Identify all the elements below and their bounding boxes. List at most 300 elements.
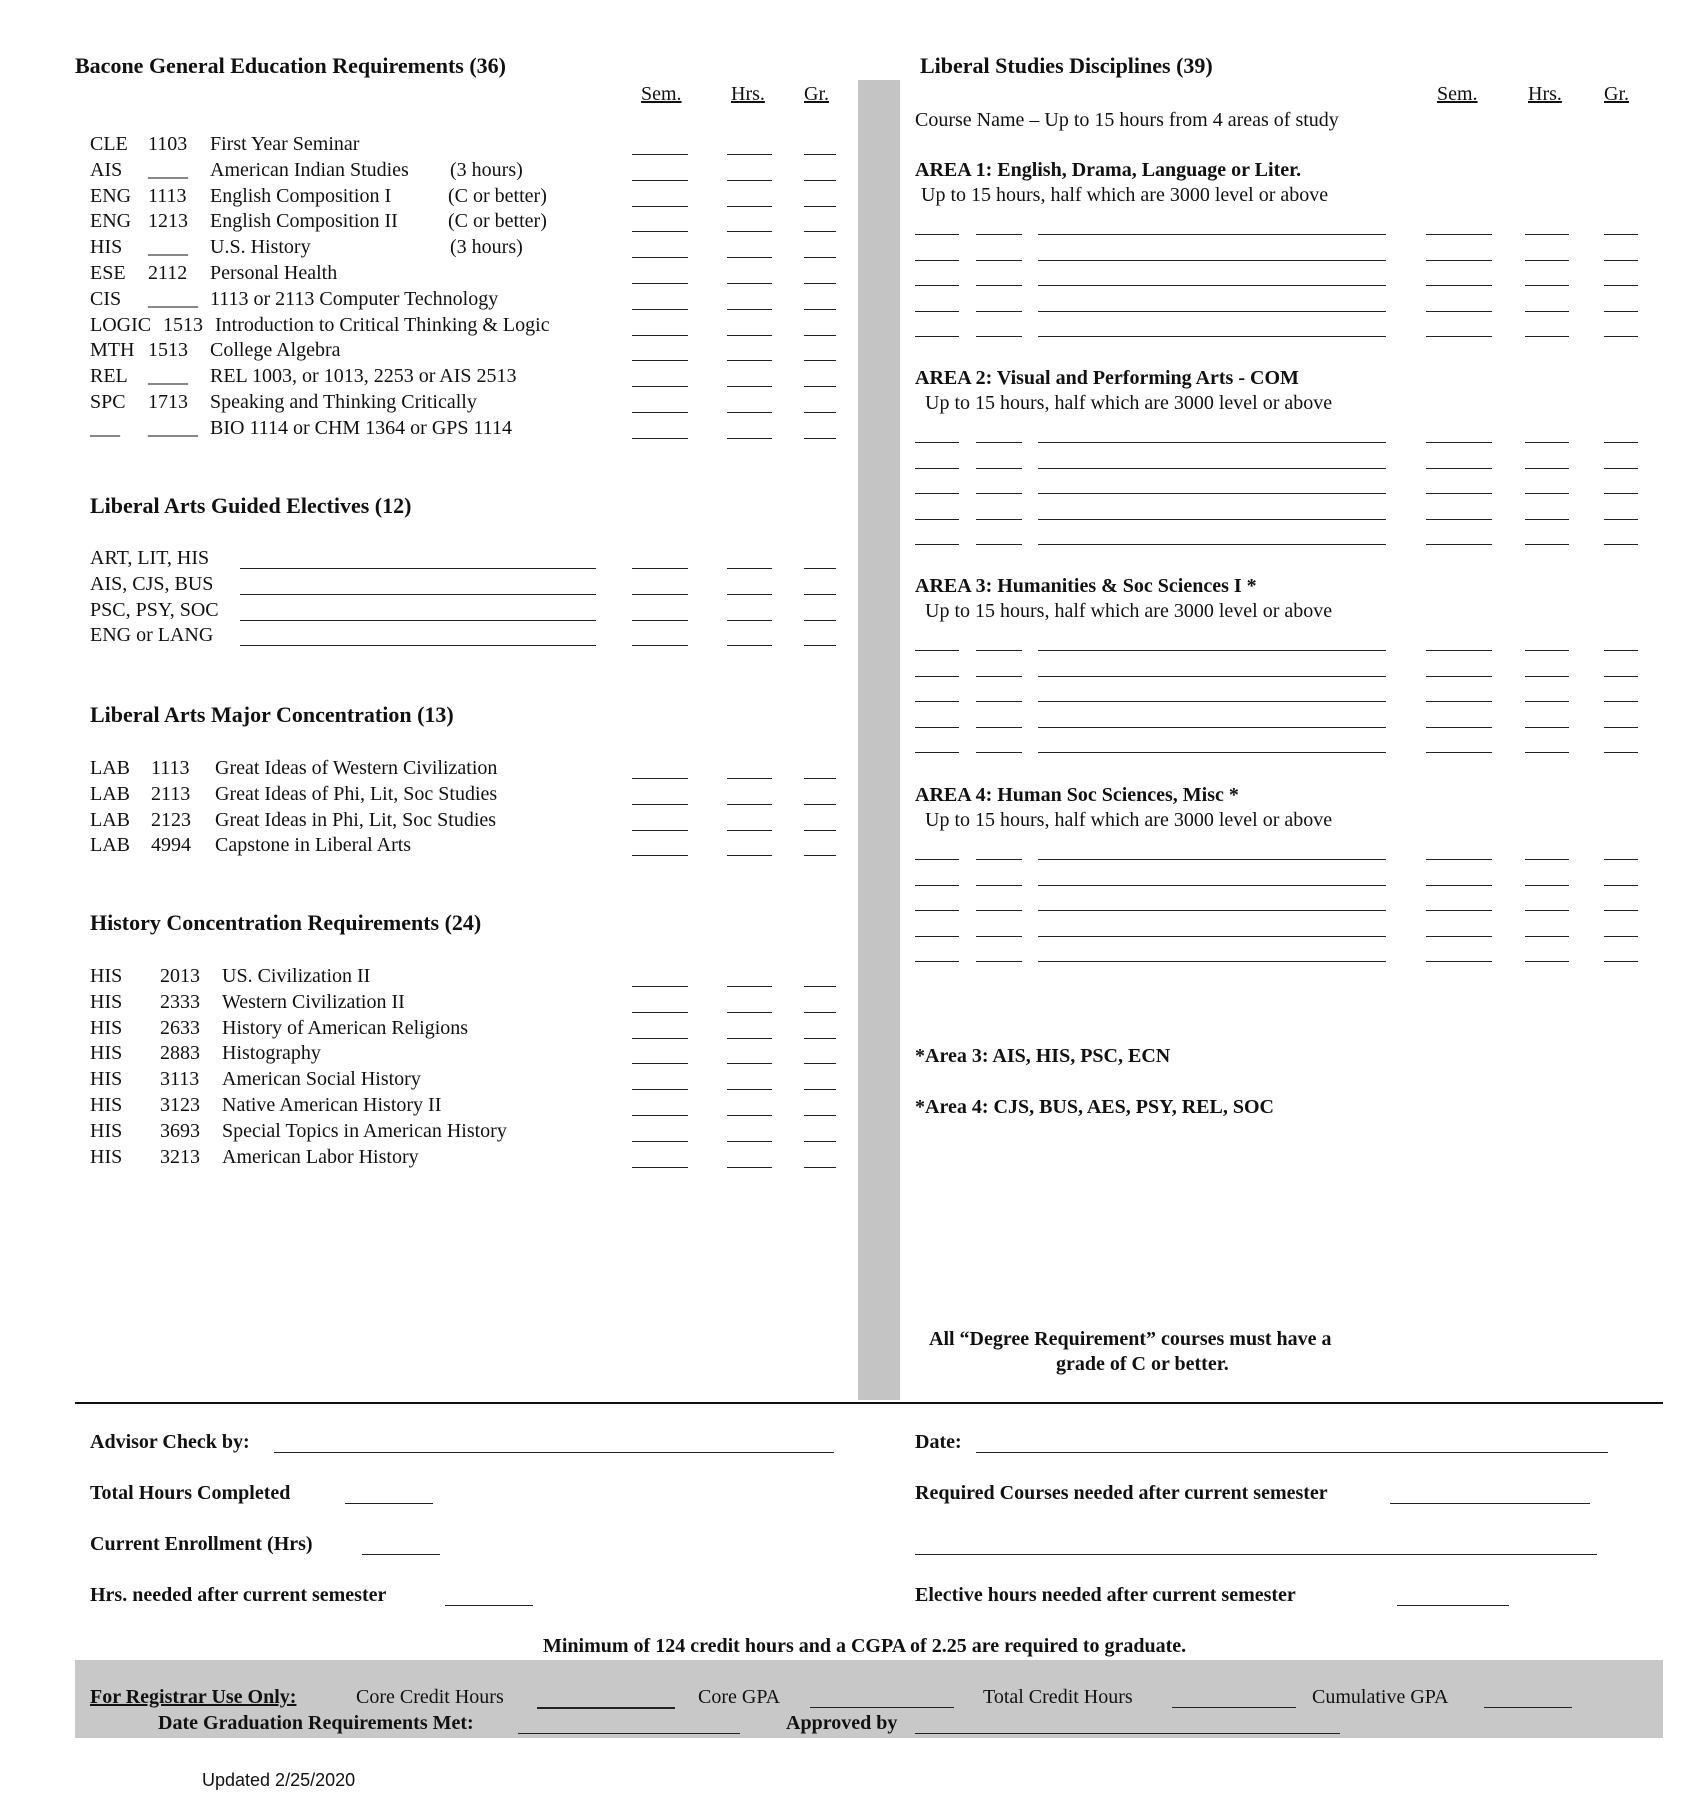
grade-field[interactable] [1604, 468, 1638, 469]
area-num-field[interactable] [976, 752, 1022, 753]
sem-field[interactable] [1426, 650, 1492, 651]
area-4-subtitle: Up to 15 hours, half which are 3000 level or above [925, 809, 1333, 831]
grade-field[interactable] [804, 855, 836, 856]
hrs-field[interactable] [1525, 676, 1569, 677]
left-col-gr: Gr. [804, 83, 829, 105]
hrs-needed-field[interactable] [445, 1605, 533, 1606]
hrs-field[interactable] [1525, 752, 1569, 753]
grade-field[interactable] [1604, 493, 1638, 494]
area-prefix-field[interactable] [915, 260, 959, 261]
grade-field[interactable] [804, 309, 836, 310]
elective-hours-label: Elective hours needed after current semester [915, 1584, 1296, 1606]
degree-note-line-1: All “Degree Requirement” courses must have a [929, 1328, 1332, 1350]
area-prefix-field[interactable] [915, 727, 959, 728]
hrs-field[interactable] [1525, 285, 1569, 286]
hrs-field[interactable] [727, 1038, 772, 1039]
course-number: 3123 [160, 1094, 200, 1116]
area-4-title: AREA 4: Human Soc Sciences, Misc * [915, 784, 1239, 806]
sem-field[interactable] [632, 1012, 688, 1013]
grade-field[interactable] [804, 1063, 836, 1064]
grade-field[interactable] [1604, 311, 1638, 312]
course-name: Great Ideas in Phi, Lit, Soc Studies [215, 809, 497, 831]
hrs-field[interactable] [727, 986, 772, 987]
sem-field[interactable] [1426, 285, 1492, 286]
sem-field[interactable] [632, 309, 688, 310]
sem-field[interactable] [1426, 336, 1492, 337]
area-course-name-field[interactable] [1038, 519, 1386, 520]
sem-field[interactable] [632, 1089, 688, 1090]
area-course-name-field[interactable] [1038, 676, 1386, 677]
hrs-field[interactable] [727, 438, 772, 439]
grade-field[interactable] [804, 412, 836, 413]
right-col-gr: Gr. [1604, 83, 1629, 105]
course-name: Native American History II [222, 1094, 442, 1116]
area-num-field[interactable] [976, 234, 1022, 235]
hrs-field[interactable] [1525, 442, 1569, 443]
area-course-name-field[interactable] [1038, 936, 1386, 937]
grade-field[interactable] [1604, 260, 1638, 261]
hrs-field[interactable] [727, 386, 772, 387]
course-number: 1113 [148, 185, 187, 207]
sem-field[interactable] [1426, 961, 1492, 962]
area-course-name-field[interactable] [1038, 260, 1386, 261]
grade-field[interactable] [804, 257, 836, 258]
sem-field[interactable] [1426, 519, 1492, 520]
area-course-name-field[interactable] [1038, 727, 1386, 728]
course-number: ____ [148, 236, 188, 258]
grade-field[interactable] [804, 1167, 836, 1168]
hrs-field[interactable] [1525, 961, 1569, 962]
sem-field[interactable] [1426, 701, 1492, 702]
sem-field[interactable] [632, 1115, 688, 1116]
area-num-field[interactable] [976, 311, 1022, 312]
elective-hours-field[interactable] [1397, 1605, 1509, 1606]
area-num-field[interactable] [976, 544, 1022, 545]
hrs-field[interactable] [727, 594, 772, 595]
section-divider [75, 1402, 1663, 1404]
course-prefix: LOGIC [90, 314, 152, 336]
area-course-name-field[interactable] [1038, 701, 1386, 702]
sem-field[interactable] [632, 1063, 688, 1064]
area-course-name-field[interactable] [1038, 468, 1386, 469]
required-courses-field[interactable] [1390, 1503, 1590, 1504]
grade-field[interactable] [1604, 701, 1638, 702]
grade-field[interactable] [804, 438, 836, 439]
core-credit-field[interactable] [537, 1707, 675, 1709]
hrs-field[interactable] [1525, 311, 1569, 312]
grade-field[interactable] [804, 1038, 836, 1039]
grade-field[interactable] [804, 360, 836, 361]
sem-field[interactable] [632, 360, 688, 361]
sem-field[interactable] [1426, 311, 1492, 312]
column-divider [858, 80, 900, 1400]
advisor-check-label: Advisor Check by: [90, 1431, 250, 1453]
area-2-subtitle: Up to 15 hours, half which are 3000 level or above [925, 392, 1333, 414]
hrs-field[interactable] [1525, 859, 1569, 860]
core-gpa-label: Core GPA [698, 1686, 781, 1708]
hrs-field[interactable] [727, 1089, 772, 1090]
sem-field[interactable] [1426, 936, 1492, 937]
grade-field[interactable] [1604, 336, 1638, 337]
hrs-field[interactable] [727, 568, 772, 569]
sem-field[interactable] [632, 231, 688, 232]
area-course-name-field[interactable] [1038, 910, 1386, 911]
hrs-field[interactable] [1525, 234, 1569, 235]
area-prefix-field[interactable] [915, 859, 959, 860]
course-number: 2112 [148, 262, 188, 284]
right-col-hrs: Hrs. [1528, 83, 1562, 105]
area-course-name-field[interactable] [1038, 234, 1386, 235]
sem-field[interactable] [632, 1038, 688, 1039]
sem-field[interactable] [632, 778, 688, 779]
cumulative-gpa-field[interactable] [1484, 1707, 1572, 1708]
area-num-field[interactable] [976, 727, 1022, 728]
guided-elective-label: ART, LIT, HIS [90, 547, 210, 569]
hrs-field[interactable] [1525, 910, 1569, 911]
hrs-field[interactable] [1525, 260, 1569, 261]
current-enrollment-field[interactable] [362, 1554, 440, 1555]
course-number: _____ [148, 288, 198, 310]
current-enrollment-label: Current Enrollment (Hrs) [90, 1533, 313, 1555]
hrs-field[interactable] [1525, 936, 1569, 937]
area-num-field[interactable] [976, 676, 1022, 677]
approved-by-label: Approved by [786, 1712, 898, 1734]
course-name: BIO 1114 or CHM 1364 or GPS 1114 [210, 417, 513, 439]
course-prefix: HIS [90, 1120, 123, 1142]
sem-field[interactable] [632, 180, 688, 181]
history-concentration-title: History Concentration Requirements (24) [90, 910, 482, 935]
course-name: American Social History [222, 1068, 421, 1090]
grade-field[interactable] [804, 231, 836, 232]
hrs-field[interactable] [727, 830, 772, 831]
grade-field[interactable] [804, 335, 836, 336]
course-number: 2113 [151, 783, 191, 805]
area-num-field[interactable] [976, 493, 1022, 494]
guided-elective-label: PSC, PSY, SOC [90, 599, 219, 621]
grade-field[interactable] [804, 568, 836, 569]
hrs-field[interactable] [727, 855, 772, 856]
area-3-title: AREA 3: Humanities & Soc Sciences I * [915, 575, 1257, 597]
course-prefix: CIS [90, 288, 122, 310]
area-prefix-field[interactable] [915, 285, 959, 286]
area-prefix-field[interactable] [915, 752, 959, 753]
grade-field[interactable] [1604, 519, 1638, 520]
sem-field[interactable] [632, 645, 688, 646]
sem-field[interactable] [1426, 752, 1492, 753]
date-label: Date: [915, 1431, 962, 1453]
date-field[interactable] [976, 1452, 1608, 1453]
hrs-field[interactable] [1525, 493, 1569, 494]
course-name: Great Ideas of Western Civilization [215, 757, 498, 779]
sem-field[interactable] [1426, 859, 1492, 860]
sem-field[interactable] [632, 335, 688, 336]
hrs-field[interactable] [727, 283, 772, 284]
course-prefix: MTH [90, 339, 135, 361]
area-num-field[interactable] [976, 442, 1022, 443]
area-prefix-field[interactable] [915, 234, 959, 235]
course-prefix: HIS [90, 236, 123, 258]
sem-field[interactable] [1426, 260, 1492, 261]
sem-field[interactable] [632, 438, 688, 439]
date-met-field[interactable] [518, 1733, 740, 1734]
area-course-name-field[interactable] [1038, 442, 1386, 443]
course-number: 1513 [163, 314, 203, 336]
hrs-field[interactable] [727, 778, 772, 779]
area-num-field[interactable] [976, 701, 1022, 702]
area-prefix-field[interactable] [915, 701, 959, 702]
area-prefix-field[interactable] [915, 910, 959, 911]
course-number: 1713 [148, 391, 188, 413]
area-prefix-field[interactable] [915, 468, 959, 469]
grade-field[interactable] [1604, 234, 1638, 235]
total-hours-field[interactable] [345, 1503, 433, 1504]
hrs-field[interactable] [727, 1012, 772, 1013]
area-prefix-field[interactable] [915, 650, 959, 651]
grade-field[interactable] [804, 1012, 836, 1013]
grade-field[interactable] [804, 645, 836, 646]
area-course-name-field[interactable] [1038, 336, 1386, 337]
hrs-field[interactable] [1525, 336, 1569, 337]
sem-field[interactable] [1426, 727, 1492, 728]
area-course-name-field[interactable] [1038, 544, 1386, 545]
guided-elective-course-field[interactable] [240, 568, 596, 569]
grade-field[interactable] [804, 830, 836, 831]
course-number: 3693 [160, 1120, 200, 1142]
area-num-field[interactable] [976, 936, 1022, 937]
grade-field[interactable] [804, 154, 836, 155]
area-num-field[interactable] [976, 859, 1022, 860]
area-num-field[interactable] [976, 285, 1022, 286]
area-prefix-field[interactable] [915, 311, 959, 312]
course-name: American Labor History [222, 1146, 419, 1168]
area-num-field[interactable] [976, 336, 1022, 337]
grade-field[interactable] [804, 1141, 836, 1142]
area-prefix-field[interactable] [915, 676, 959, 677]
course-name: REL 1003, or 1013, 2253 or AIS 2513 [210, 365, 517, 387]
core-gpa-field[interactable] [810, 1707, 954, 1708]
grade-field[interactable] [1604, 752, 1638, 753]
degree-note-line-2: grade of C or better. [1056, 1353, 1229, 1375]
hrs-field[interactable] [727, 257, 772, 258]
guided-elective-label: AIS, CJS, BUS [90, 573, 214, 595]
sem-field[interactable] [632, 568, 688, 569]
grade-field[interactable] [804, 620, 836, 621]
sem-field[interactable] [632, 1167, 688, 1168]
area-course-name-field[interactable] [1038, 493, 1386, 494]
sem-field[interactable] [632, 855, 688, 856]
area-prefix-field[interactable] [915, 544, 959, 545]
area-num-field[interactable] [976, 519, 1022, 520]
hrs-field[interactable] [1525, 885, 1569, 886]
hrs-field[interactable] [1525, 701, 1569, 702]
grade-field[interactable] [804, 1115, 836, 1116]
course-note: (3 hours) [450, 159, 523, 181]
area-prefix-field[interactable] [915, 885, 959, 886]
grade-field[interactable] [804, 206, 836, 207]
hrs-field[interactable] [1525, 544, 1569, 545]
area-prefix-field[interactable] [915, 442, 959, 443]
core-credit-label: Core Credit Hours [356, 1686, 504, 1708]
area-course-name-field[interactable] [1038, 285, 1386, 286]
area-1-title: AREA 1: English, Drama, Language or Liter. [915, 159, 1302, 181]
hrs-field[interactable] [727, 154, 772, 155]
area-prefix-field[interactable] [915, 519, 959, 520]
course-prefix: HIS [90, 1094, 123, 1116]
date-met-label: Date Graduation Requirements Met: [158, 1712, 474, 1734]
course-number: 2013 [160, 965, 200, 987]
sem-field[interactable] [1426, 544, 1492, 545]
sem-field[interactable] [632, 1141, 688, 1142]
course-note: (3 hours) [450, 236, 523, 258]
course-number: 4994 [151, 834, 191, 856]
hrs-field[interactable] [727, 309, 772, 310]
hrs-field[interactable] [727, 206, 772, 207]
sem-field[interactable] [1426, 442, 1492, 443]
hrs-field[interactable] [727, 1063, 772, 1064]
hrs-field[interactable] [727, 1167, 772, 1168]
area-prefix-field[interactable] [915, 493, 959, 494]
grade-field[interactable] [1604, 727, 1638, 728]
liberal-studies-intro: Course Name – Up to 15 hours from 4 areas of study [915, 109, 1339, 131]
grade-field[interactable] [1604, 676, 1638, 677]
course-note: (C or better) [448, 210, 547, 232]
grade-field[interactable] [1604, 961, 1638, 962]
hrs-field[interactable] [1525, 519, 1569, 520]
grade-field[interactable] [1604, 885, 1638, 886]
hrs-field[interactable] [1525, 468, 1569, 469]
grade-field[interactable] [804, 386, 836, 387]
grade-field[interactable] [1604, 910, 1638, 911]
sem-field[interactable] [632, 830, 688, 831]
hrs-field[interactable] [727, 231, 772, 232]
course-number: _____ [148, 417, 198, 439]
grade-field[interactable] [1604, 285, 1638, 286]
grade-field[interactable] [1604, 544, 1638, 545]
approved-by-field[interactable] [915, 1733, 1340, 1734]
sem-field[interactable] [632, 804, 688, 805]
grade-field[interactable] [804, 986, 836, 987]
area-prefix-field[interactable] [915, 336, 959, 337]
sem-field[interactable] [1426, 676, 1492, 677]
grade-field[interactable] [804, 594, 836, 595]
hrs-field[interactable] [727, 620, 772, 621]
total-credit-field[interactable] [1172, 1707, 1296, 1708]
area-course-name-field[interactable] [1038, 311, 1386, 312]
grade-field[interactable] [804, 778, 836, 779]
hrs-field[interactable] [727, 360, 772, 361]
sem-field[interactable] [632, 283, 688, 284]
area-num-field[interactable] [976, 260, 1022, 261]
course-name: Personal Health [210, 262, 338, 284]
sem-field[interactable] [632, 257, 688, 258]
advisor-check-field[interactable] [274, 1452, 834, 1453]
sem-field[interactable] [632, 154, 688, 155]
sem-field[interactable] [632, 594, 688, 595]
course-name: College Algebra [210, 339, 341, 361]
area-num-field[interactable] [976, 468, 1022, 469]
cumulative-gpa-label: Cumulative GPA [1312, 1686, 1449, 1708]
sem-field[interactable] [1426, 493, 1492, 494]
sem-field[interactable] [632, 206, 688, 207]
grade-field[interactable] [804, 804, 836, 805]
course-number: ____ [148, 365, 188, 387]
course-name: Introduction to Critical Thinking & Logic [215, 314, 550, 336]
guided-elective-course-field[interactable] [240, 594, 596, 595]
grade-field[interactable] [804, 1089, 836, 1090]
minimum-requirements-note: Minimum of 124 credit hours and a CGPA of 2.25 are required to graduate. [543, 1635, 1187, 1657]
course-name: US. Civilization II [222, 965, 371, 987]
course-name: Capstone in Liberal Arts [215, 834, 412, 856]
sem-field[interactable] [632, 986, 688, 987]
area-course-name-field[interactable] [1038, 961, 1386, 962]
grade-field[interactable] [804, 283, 836, 284]
course-prefix: HIS [90, 1146, 123, 1168]
hrs-field[interactable] [727, 1141, 772, 1142]
area-course-name-field[interactable] [1038, 859, 1386, 860]
guided-elective-course-field[interactable] [240, 620, 596, 621]
area-course-name-field[interactable] [1038, 650, 1386, 651]
hrs-field[interactable] [1525, 727, 1569, 728]
area-num-field[interactable] [976, 885, 1022, 886]
grade-field[interactable] [1604, 442, 1638, 443]
major-concentration-title: Liberal Arts Major Concentration (13) [90, 702, 454, 727]
grade-field[interactable] [1604, 859, 1638, 860]
course-prefix: HIS [90, 1068, 123, 1090]
guided-elective-course-field[interactable] [240, 645, 596, 646]
course-name: History of American Religions [222, 1017, 469, 1039]
course-name: Speaking and Thinking Critically [210, 391, 477, 413]
footnote-area-3: *Area 3: AIS, HIS, PSC, ECN [915, 1045, 1171, 1067]
sem-field[interactable] [632, 412, 688, 413]
hrs-field[interactable] [727, 645, 772, 646]
hrs-field[interactable] [1525, 650, 1569, 651]
area-2-title: AREA 2: Visual and Performing Arts - COM [915, 367, 1299, 389]
sem-field[interactable] [1426, 468, 1492, 469]
required-courses-field-2[interactable] [915, 1554, 1597, 1555]
hrs-field[interactable] [727, 412, 772, 413]
course-number: 1103 [148, 133, 188, 155]
area-course-name-field[interactable] [1038, 752, 1386, 753]
grade-field[interactable] [804, 180, 836, 181]
sem-field[interactable] [1426, 234, 1492, 235]
hrs-field[interactable] [727, 1115, 772, 1116]
area-prefix-field[interactable] [915, 961, 959, 962]
course-number: 3213 [160, 1146, 200, 1168]
course-number: ____ [148, 159, 188, 181]
area-num-field[interactable] [976, 650, 1022, 651]
left-col-sem: Sem. [641, 83, 682, 105]
hrs-field[interactable] [727, 335, 772, 336]
hrs-field[interactable] [727, 804, 772, 805]
course-prefix: HIS [90, 965, 123, 987]
area-num-field[interactable] [976, 910, 1022, 911]
gen-ed-title: Bacone General Education Requirements (36) [75, 53, 507, 78]
area-course-name-field[interactable] [1038, 885, 1386, 886]
sem-field[interactable] [632, 620, 688, 621]
grade-field[interactable] [1604, 936, 1638, 937]
sem-field[interactable] [1426, 910, 1492, 911]
area-num-field[interactable] [976, 961, 1022, 962]
course-name: 1113 or 2113 Computer Technology [210, 288, 499, 310]
sem-field[interactable] [1426, 885, 1492, 886]
course-number: 2633 [160, 1017, 200, 1039]
registrar-label: For Registrar Use Only: [90, 1686, 297, 1708]
course-prefix: LAB [90, 757, 130, 779]
hrs-field[interactable] [727, 180, 772, 181]
grade-field[interactable] [1604, 650, 1638, 651]
area-prefix-field[interactable] [915, 936, 959, 937]
sem-field[interactable] [632, 386, 688, 387]
